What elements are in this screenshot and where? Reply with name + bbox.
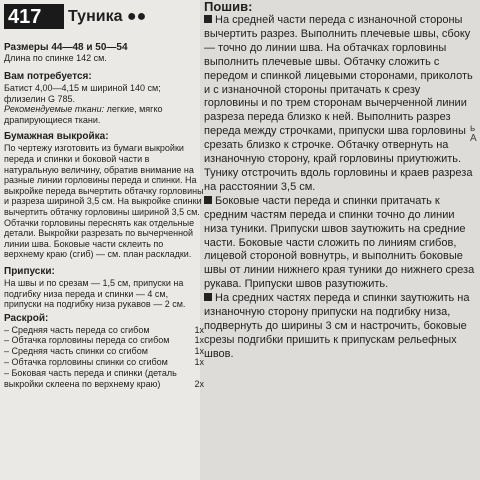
sewing-paragraph-2 <box>204 195 476 292</box>
materials-text: Батист 4,00—4,15 м шириной 140 см; флизелин G 785. <box>4 83 161 104</box>
pattern-text: По чертежу изготовить из бумаги выкройки переда и спинки и боковой части в натуральную величину, обратив внимание на разные линии горловины переда и спинки. На выкройке переда вычертить обтачку горловины и разреза шириной 3,5 см. На выкройке спинки вычертить обтачку горловины шириной 3,5 см. Обтачки горловины переснять как отдельные детали. Выкройки разрезать по вычерченной линии шва. Боковые части склеить по верхнему краю (сгиб) — см. план раскладки. <box>4 143 204 260</box>
recommended-fabrics <box>4 104 204 125</box>
cutting-list <box>4 325 204 390</box>
cut-label: – Обтачка горловины спинки со сгибом <box>4 357 168 368</box>
cut-qty: 2x <box>194 378 204 389</box>
right-column <box>204 0 476 362</box>
list-item <box>4 357 204 368</box>
square-bullet-icon <box>204 196 212 204</box>
cut-qty: 1x <box>194 357 204 368</box>
sewing-paragraph-3 <box>204 292 476 362</box>
model-title: Туника ●● <box>68 8 147 25</box>
materials-heading: Вам потребуется: <box>4 71 92 82</box>
cut-label: – Боковая часть переда и спинки (деталь выкройки склеена по верхнему краю) <box>4 367 177 389</box>
cut-qty: 1x <box>194 335 204 346</box>
cutting-heading: Раскрой: <box>4 312 49 324</box>
square-bullet-icon <box>204 15 212 23</box>
list-item <box>4 368 204 390</box>
sizes-line: Размеры 44—48 и 50—54 <box>4 42 128 53</box>
model-number: 417 <box>4 4 64 29</box>
sewing-text-3: На средних частях переда и спинки заутюжить на изнаночную сторону припуски на подгибку низа, подвернуть до ширины 3 см и настрочить, боковые срезы подгибки пришить к припускам рельефных швов. <box>204 292 470 360</box>
list-item <box>4 325 204 336</box>
allowances-heading: Припуски: <box>4 265 55 277</box>
cut-label: – Средняя часть спинки со сгибом <box>4 346 148 357</box>
sewing-paragraph-1 <box>204 14 476 195</box>
sewing-heading: Пошив: <box>204 0 253 14</box>
cut-label: – Средняя часть переда со сгибом <box>4 324 150 335</box>
page-edge-mark: ь А <box>470 123 477 144</box>
article-header <box>4 4 204 36</box>
cut-qty: 1x <box>194 346 204 357</box>
sewing-text-2: Боковые части переда и спинки притачать к средним частям переда и спинки точно до линии низа туники. Припуски швов заутюжить на средние части. Боковые части сложить по линиям сгибов, лицевой стороной вовнутрь, и выполнить боковые швы от линии нижнего края туники до нижнего среза рукава. Припуски швов разутюжить. <box>204 194 475 291</box>
length-line: Длина по спинке 142 см. <box>4 53 107 63</box>
cut-label: – Обтачка горловины переда со сгибом <box>4 335 170 346</box>
list-item <box>4 346 204 357</box>
cut-qty: 1x <box>194 324 204 335</box>
square-bullet-icon <box>204 293 212 301</box>
allowances-text: На швы и по срезам — 1,5 см, припуски на подгибку низа переда и спинки — 4 см, припуски на подгибку низа рукавов — 2 см. <box>4 277 186 310</box>
pattern-heading: Бумажная выкройка: <box>4 131 109 143</box>
recommended-label: Рекомендуемые ткани: <box>4 104 105 115</box>
sewing-text-1: На средней части переда с изнаночной стороны вычертить разрез. Выполнить плечевые швы, сбоку — точно до линии шва. На обтачках горловины выполнить плечевые швы. Обтачку сложить с передом и спинкой лицевыми сторонами, приколоть и с изнаночной стороны притачать к срезу горловины и по трем сторонам вычерченной линии разреза переда близко к ней. Выполнить разрез переда между строчками, припуски шва горловины срезать близко к строчке. Обтачку отвернуть на изнаночную сторону, край горловины приутюжить. Тунику отстрочить вдоль горловины и краев разреза на расстоянии 3,5 см. <box>204 14 473 193</box>
left-column <box>4 4 204 389</box>
list-item <box>4 335 204 346</box>
recommended-text: легкие, мягко драпирующиеся ткани. <box>4 104 163 125</box>
